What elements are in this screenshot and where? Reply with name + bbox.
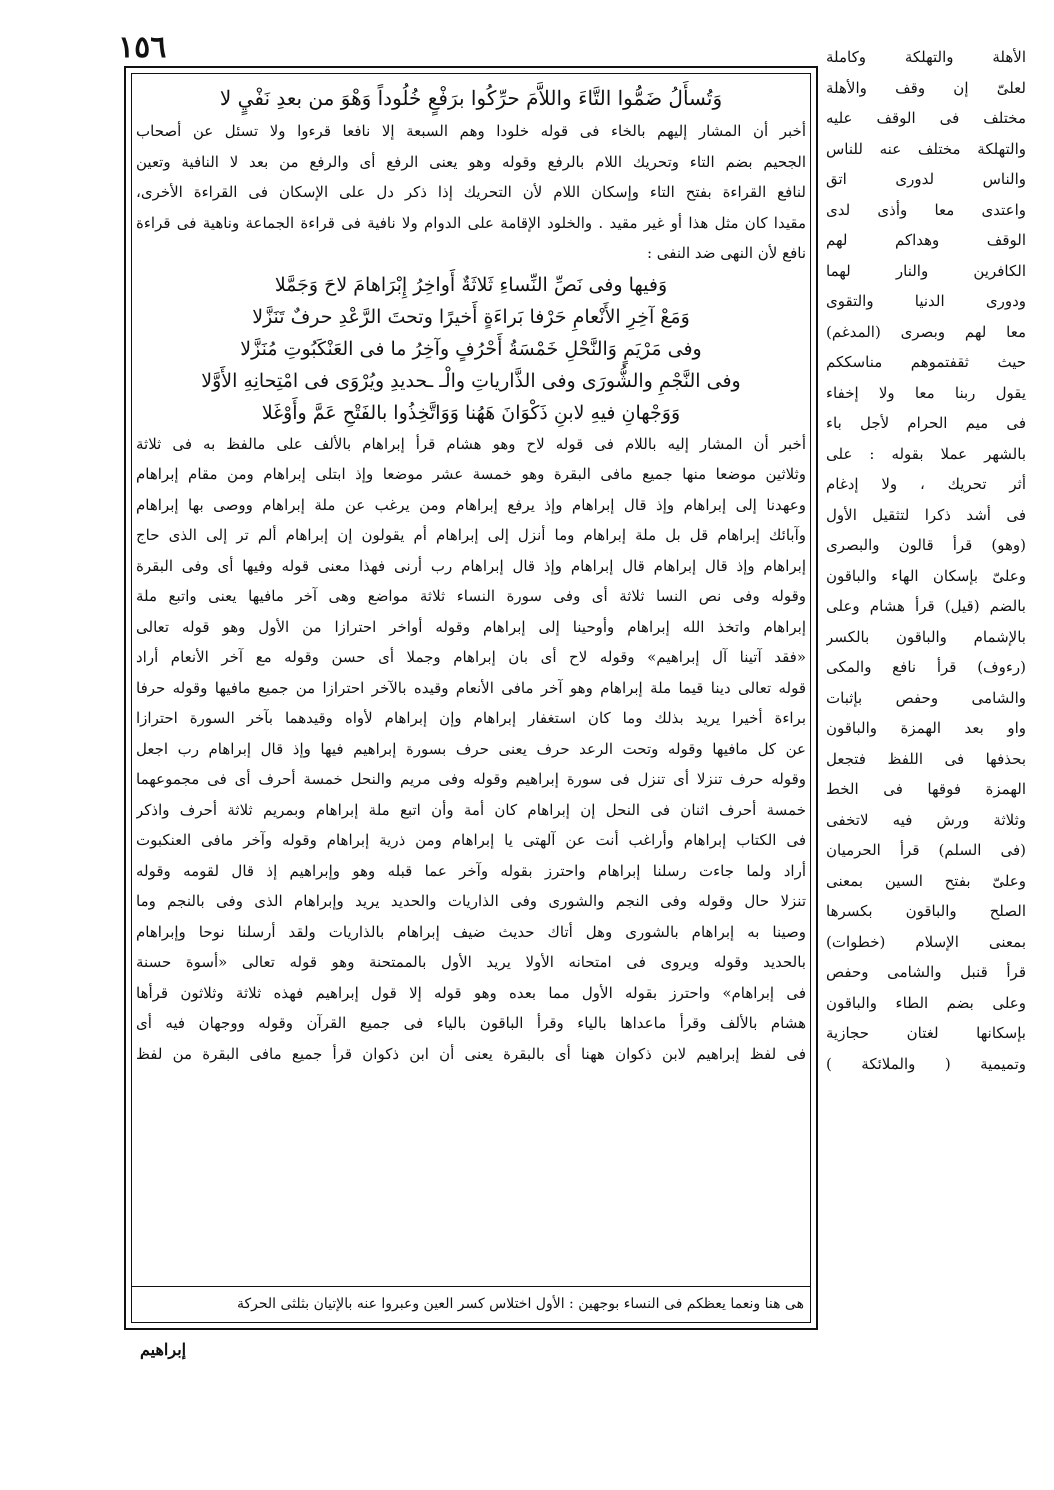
margin-line: وعلى بضم الطاء والباقون xyxy=(826,993,1026,1012)
commentary-line: أخبر أن المشار إليهم بالخاء فى قوله خلودا وهم السبعة إلا نافعا قرءوا ولا تسئل عن أصحاب xyxy=(136,122,806,140)
verse-heading: وَتُسأَلُ ضَمُّوا التَّاءَ واللاَّمَ حرِّكُوا برَفْعٍ خُلُوداً وَهْوَ من بعدِ نَفْيٍ لا xyxy=(219,86,723,110)
margin-line: بحذفها فى اللفظ فتجعل xyxy=(826,749,1026,768)
margin-line: واو بعد الهمزة والباقون xyxy=(826,719,1026,737)
margin-line: بالشهر عملا بقوله : على xyxy=(826,444,1026,463)
commentary-line: مقيدا كان مثل هذا أو غير مقيد . والخلود الإقامة على الدوام ولا نافية فى قراءة الجماعة وناهية فى قراءة xyxy=(136,213,806,232)
commentary-line: «فقد آتينا آل إبراهيم» وقوله لاح أى بان إبراهام وجملا أى حسن وقوله مع آخر الأنعام أراد xyxy=(136,648,806,666)
poem-line: وَمَعْ آخِرِ الأَنْعامِ حَرْفا بَراءَةٍ أَخيرًا وتحتَ الرَّعْدِ حرفٌ تَنَزَّلا xyxy=(252,305,690,328)
commentary-line: قوله تعالى دينا قيما ملة إبراهام وهو آخر مافى الأنعام وقيده بالآخر احترازا من جميع مافيها وقوله حرفا xyxy=(136,678,806,697)
commentary-line: تنزلا حال وقوله وفى النجم والشورى وفى الذاريات والحديد يريد وإبراهام الذى وفى بالنجم وما xyxy=(136,892,806,910)
footnote: هى هنا ونعما يعظكم فى النساء بوجهين : الأول اختلاس كسر العين وعبروا عنه بالإتيان بثلثى الحركة xyxy=(236,1296,804,1312)
commentary-line: وصينا به إبراهام بالشورى وهل أتاك حديث ضيف إبراهام بالذاريات ولقد أرسلنا نوحا وإبراهام xyxy=(136,922,806,941)
commentary-intro xyxy=(136,116,806,269)
commentary-line: أراد ولما جاءت رسلنا إبراهام واحترز بقوله وآخر عما قبله وهو وإبراهيم إذ قال لقومه وقوله xyxy=(136,861,806,880)
margin-line: حيث ثقفتموهم مناسككم xyxy=(826,353,1026,371)
commentary-line: فى الكتاب إبراهام وأراغب أنت عن آلهتى يا إبراهام ومن ذرية إبراهام وقوله وآخر مافى العنكبوت xyxy=(136,831,806,849)
page-number: ١٥٦ xyxy=(118,30,167,65)
commentary-line: وآبائك إبراهام قل بل ملة إبراهام وما أنزل إلى إبراهام أم يقولون إن إبراهام ألم تر إلى الذى حاج xyxy=(136,526,806,544)
margin-line: الكافرين والنار لهما xyxy=(826,261,1026,280)
margin-line: وعلىّ بفتح السين بمعنى xyxy=(826,871,1026,890)
margin-line: الهمزة فوقها فى الخط xyxy=(826,780,1026,798)
margin-line: فى ميم الحرام لأجل باء xyxy=(826,414,1026,432)
margin-line: قرأ قنبل والشامى وحفص xyxy=(826,963,1026,981)
commentary-line: وعهدنا إلى إبراهام وإذ قال إبراهام وإذ يرفع إبراهام ومن يرغب عن ملة إبراهام ووصى بها إبراهام xyxy=(136,495,806,514)
commentary-line: خمسة أحرف اثنان فى النحل إن إبراهام كان أمة وأن اتبع ملة إبراهام وبمريم ثلاثة أحرف واذكر xyxy=(136,800,806,819)
commentary-line: أخبر أن المشار إليه باللام فى قوله لاح وهو هشام قرأ إبراهام بالألف على مالفظ به فى ثلاثة xyxy=(136,434,806,453)
margin-line: بالضم (قيل) قرأ هشام وعلى xyxy=(826,597,1026,615)
margin-line: لعلىّ إن وقف والأهلة xyxy=(826,78,1026,97)
commentary-line: وقوله حرف تنزلا أى تنزل فى سورة إبراهيم وقوله وفى مريم والنحل خمسة أحرف أى فى مجموعهما xyxy=(136,770,806,788)
margin-line: أثر تحريك ، ولا إدغام xyxy=(826,475,1026,493)
commentary-line: إبراهام واتخذ الله إبراهام وأوحينا إلى إبراهام وقوله أواخر احترازا من الأول وهو قوله تعالى xyxy=(136,617,806,636)
commentary-line: بالحديد وقوله ويروى فى امتحانه الأولا يريد الأول بالممتحنة وهو قوله تعالى «أسوة حسنة xyxy=(136,953,806,971)
poem-line: وفى النَّجْمِ والشُّورَى وفى الذَّارياتِ والْـ ـحديدِ ويُرْوَى فى امْتِحانِهِ الأَوَّلا xyxy=(201,369,741,392)
poem-line: وَفيها وفى نَصِّ النِّساءِ ثَلاثَةٌ أَواخِرُ إِبْرَاهامَ لاحَ وَجَمَّلا xyxy=(274,273,668,296)
commentary-line: فى إبراهام» واحترز بقوله الأول مما بعده وهو قوله إلا قول إبراهيم فهذه ثلاثة وثلاثون قرأها xyxy=(136,983,806,1002)
margin-line: الوقف وهداكم لهم xyxy=(826,231,1026,249)
margin-line: مختلف فى الوقف عليه xyxy=(826,109,1026,127)
margin-line: فى أشد ذكرا لتثقيل الأول xyxy=(826,505,1026,524)
margin-line: واعتدى معا وأذى لدى xyxy=(826,200,1026,219)
margin-line: والناس لدورى اتق xyxy=(826,170,1026,188)
margin-column xyxy=(826,42,1026,1079)
commentary-line: لنافع القراءة بفتح التاء وإسكان اللام لأن التحريك إذا ذكر دل على الإسكان فى القراءة الأخرى، xyxy=(136,183,806,201)
margin-line: (رءوف) قرأ نافع والمكى xyxy=(826,658,1026,676)
main-text-block xyxy=(136,80,806,1069)
margin-line: وتميمية ( والملائكة ) xyxy=(826,1054,1026,1073)
margin-line: بالإشمام والباقون بالكسر xyxy=(826,627,1026,646)
commentary-line: فى لفظ إبراهيم لابن ذكوان ههنا أى بالبقرة يعنى أن ابن ذكوان قرأ جميع مافى البقرة من لفظ xyxy=(136,1044,806,1063)
commentary-line: براءة أخيرا يريد بذلك وما كان استغفار إبراهام وإن إبراهام لأواه وقيدهما بآخر السورة احترازا xyxy=(136,709,806,727)
poem-line: وفى مَرْيَمٍ وَالنَّحْلِ خَمْسَةُ أَحْرُفٍ وآخِرُ ما فى العَنْكَبُوتِ مُنَزَّلا xyxy=(240,337,702,360)
margin-line: (وهو) قرأ قالون والبصرى xyxy=(826,536,1026,554)
catchword: إبراهيم xyxy=(140,1340,187,1359)
commentary-line: وثلاثين موضعا منها جميع مافى البقرة وهو خمسة عشر موضعا وإذ ابتلى إبراهام ومن مقام إبراهام xyxy=(136,465,806,483)
commentary-main xyxy=(136,429,806,1070)
margin-line: بمعنى الإسلام (خطوات) xyxy=(826,932,1026,951)
commentary-line: عن كل مافيها وقوله وتحت الرعد حرف يعنى حرف بسورة إبراهيم فيها وإذ قال إبراهام رب اجعل xyxy=(136,739,806,758)
commentary-line: نافع لأن النهى ضد النفى : xyxy=(646,244,806,262)
commentary-line: الجحيم بضم التاء وتحريك اللام بالرفع وقوله وهو يعنى الرفع أى والرفع من بعد لا النافية وتعين xyxy=(136,152,806,171)
margin-line: والشامى وحفص بإثبات xyxy=(826,688,1026,707)
margin-line: وثلاثة ورش فيه لاتخفى xyxy=(826,810,1026,829)
commentary-line: هشام بالألف وقرأ ماعداها بالياء وقرأ الباقون بالياء فى جميع القرآن وقوله ووجهان فيه أى xyxy=(136,1014,806,1032)
poem-line: وَوَجْهانِ فيهِ لابنِ ذَكْوَانَ هَهُنا وَوَاتَّخِذُوا بالفَتْحِ عَمَّ وأَوْغَلا xyxy=(261,401,681,424)
margin-line: الصلح والباقون بكسرها xyxy=(826,902,1026,920)
margin-line: (فى السلم) قرأ الحرميان xyxy=(826,841,1026,859)
poem-verses xyxy=(136,269,806,429)
margin-line: الأهلة والتهلكة وكاملة xyxy=(826,48,1026,66)
margin-line: والتهلكة مختلف عنه للناس xyxy=(826,139,1026,158)
commentary-line: وقوله وفى نص النسا ثلاثة أى وفى سورة النساء ثلاثة مواضع وهى آخر مافيها يعنى واتبع ملة xyxy=(136,587,806,605)
margin-line: وعلىّ بإسكان الهاء والباقون xyxy=(826,566,1026,585)
commentary-line: إبراهام وإذ قال إبراهام قال إبراهام وإذ قال إبراهام رب أرنى فهذا معنى قوله وفيها أى وفى البقرة xyxy=(136,556,806,575)
margin-line: ودورى الدنيا والتقوى xyxy=(826,292,1026,310)
margin-line: يقول ربنا معا ولا إخفاء xyxy=(826,383,1026,402)
margin-line: معا لهم وبصرى (المدغم) xyxy=(826,322,1026,341)
margin-line: بإسكانها لغتان حجازية xyxy=(826,1024,1026,1042)
footnote-divider xyxy=(131,1286,811,1287)
